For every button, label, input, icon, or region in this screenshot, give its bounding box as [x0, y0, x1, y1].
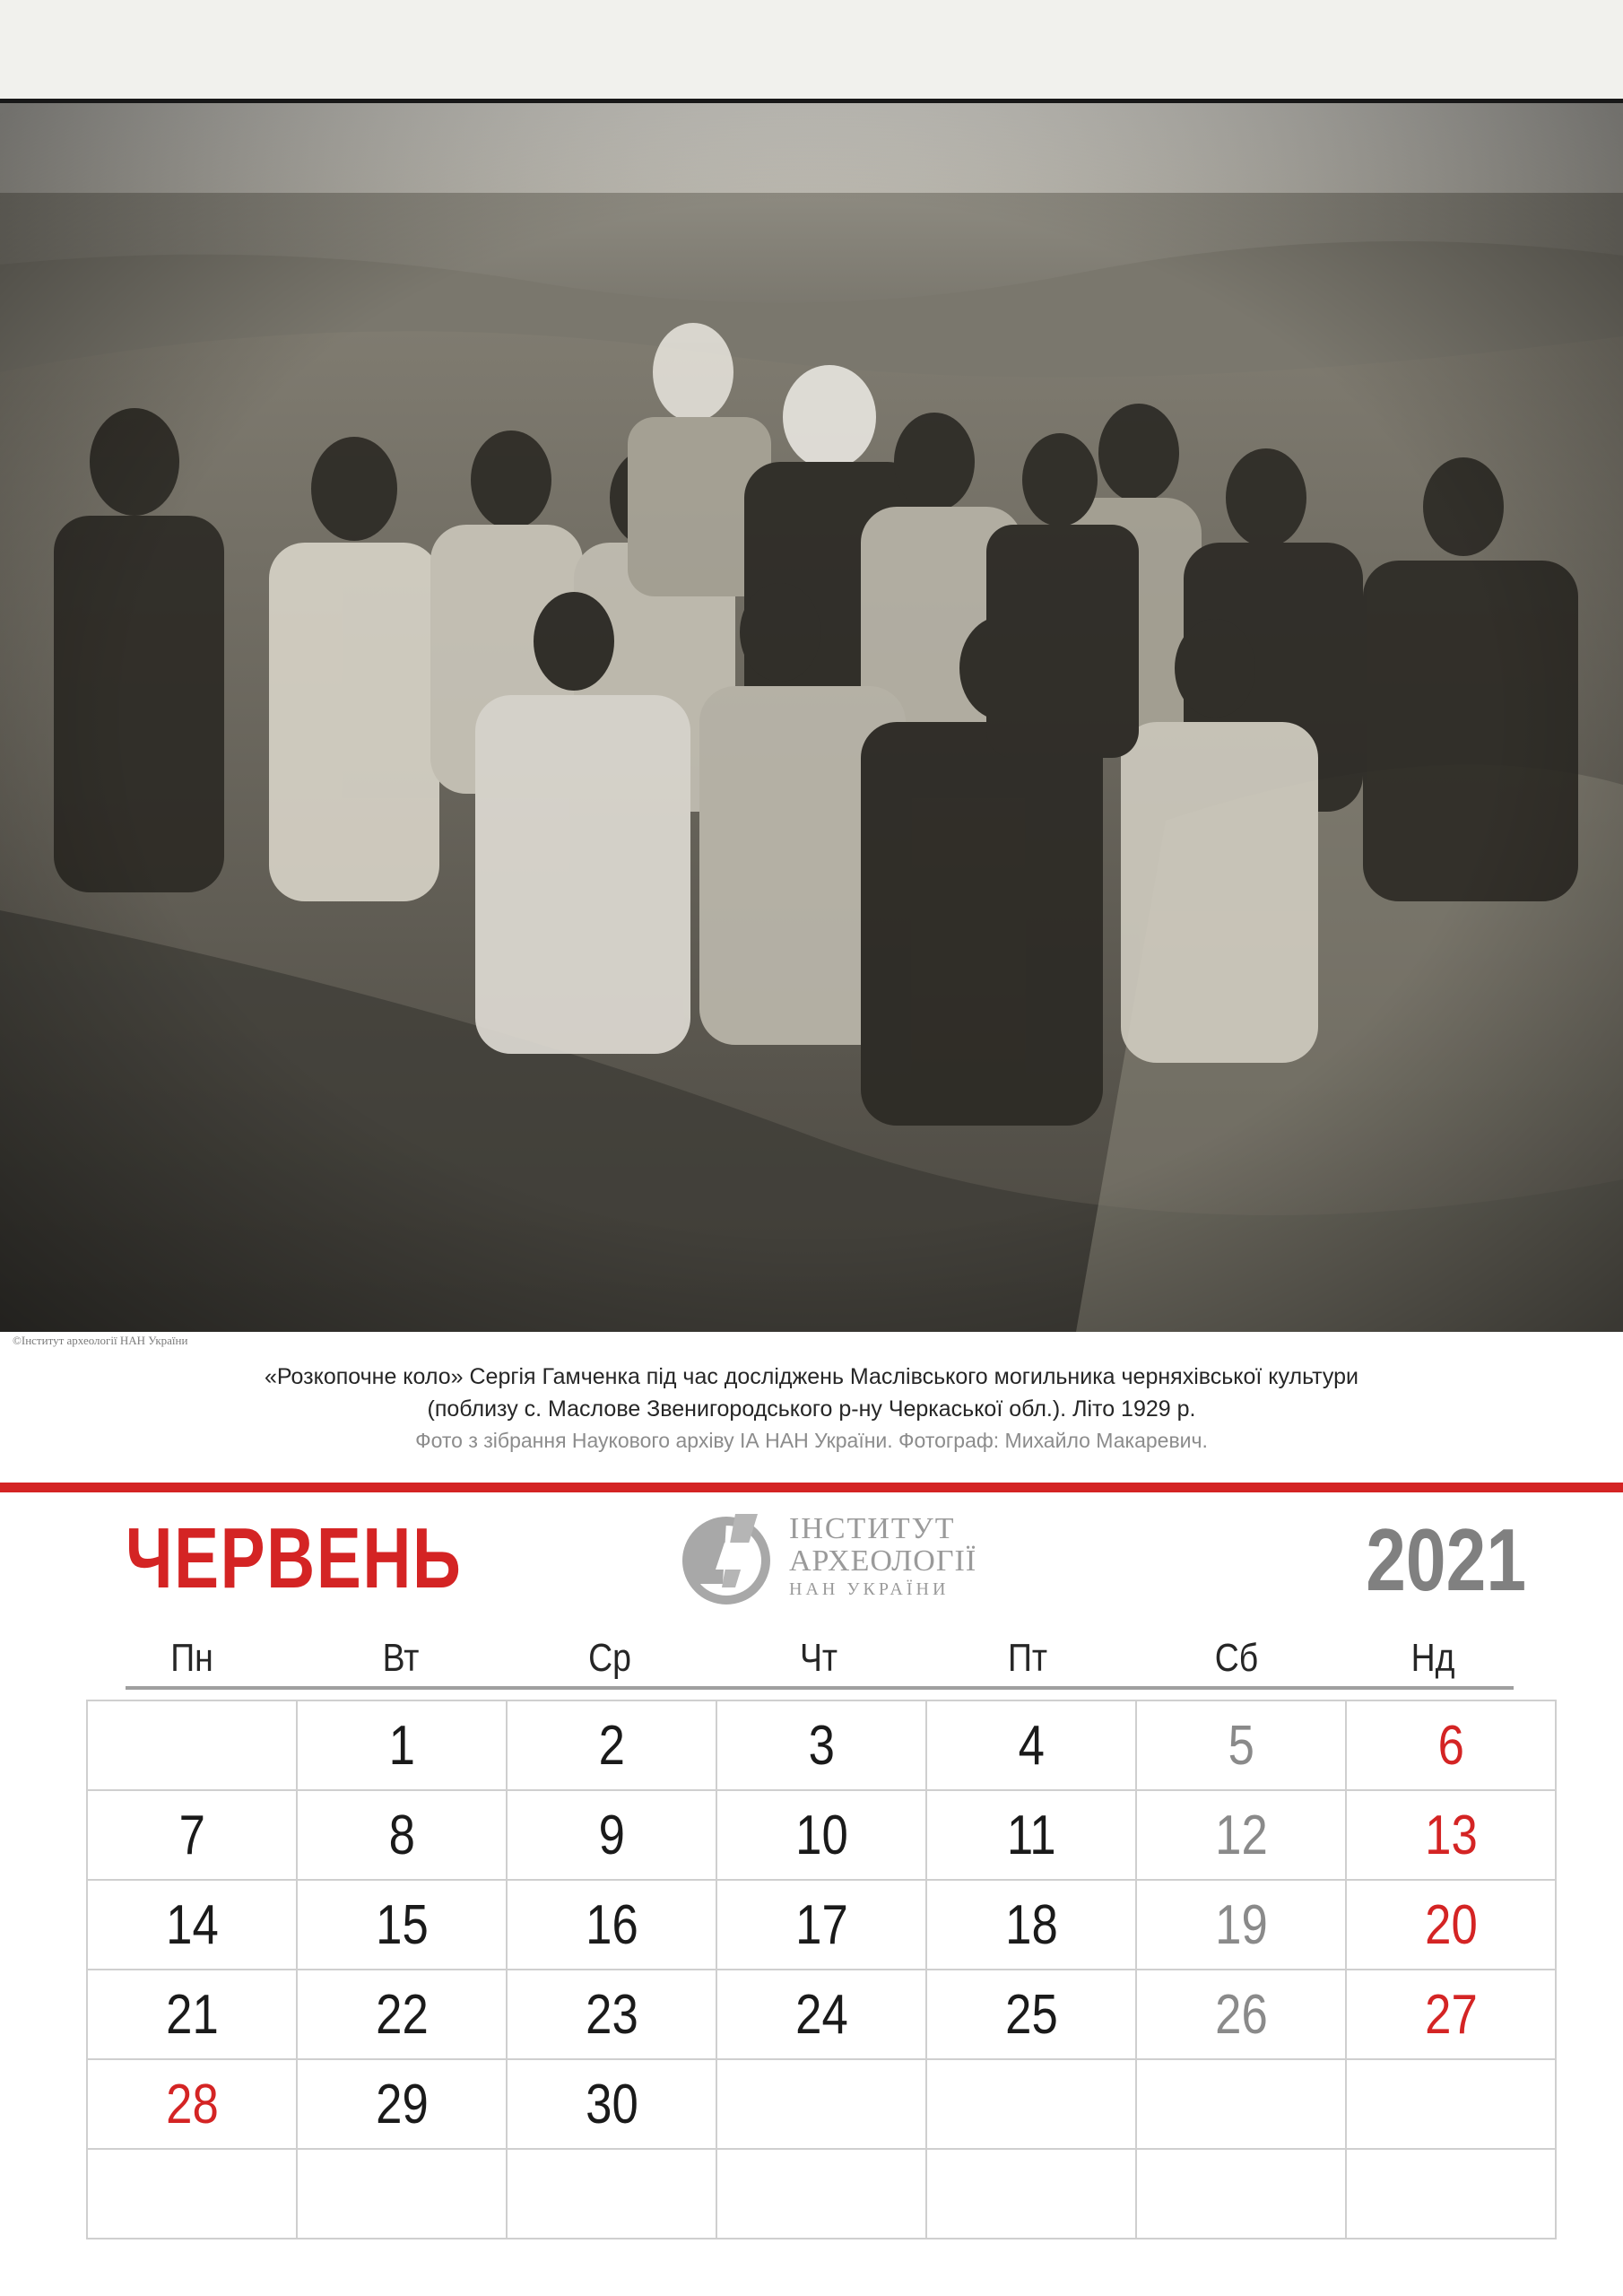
calendar-day-number: 13: [1424, 1804, 1478, 1866]
calendar-day-number: 12: [1214, 1804, 1268, 1866]
calendar-week-row: [87, 2059, 1556, 2149]
weekday-wed: Ср: [588, 1636, 631, 1680]
calendar-day-cell: [1346, 1700, 1556, 1790]
calendar-day-number: 5: [1228, 1714, 1254, 1777]
calendar-grid: [86, 1700, 1557, 2239]
calendar-day-cell: [926, 1700, 1136, 1790]
calendar-day-cell: [1346, 1880, 1556, 1970]
calendar-day-number: 17: [794, 1893, 848, 1956]
calendar-day-number: 28: [165, 2073, 219, 2135]
calendar-day-number: 10: [794, 1804, 848, 1866]
caption-line-1: «Розкопочне коло» Сергія Гамченка під час досліджень Маслівського могильника черняхівської культури: [265, 1364, 1358, 1389]
calendar-empty-cell: [1136, 2149, 1346, 2239]
calendar-day-cell: [297, 2059, 507, 2149]
calendar-day-number: 18: [1004, 1893, 1058, 1956]
calendar-day-number: 21: [165, 1983, 219, 2046]
calendar-week-row: [87, 1880, 1556, 1970]
calendar-day-number: 23: [585, 1983, 638, 2046]
weekday-fri: Пт: [1007, 1636, 1048, 1680]
calendar-day-number: 4: [1018, 1714, 1045, 1777]
calendar-empty-cell: [716, 2149, 926, 2239]
calendar-empty-cell: [926, 2059, 1136, 2149]
calendar-day-cell: [87, 1970, 297, 2059]
logo-text-line-3: НАН УКРАЇНИ: [789, 1579, 950, 1599]
calendar-day-cell: [716, 1970, 926, 2059]
calendar-empty-cell: [926, 2149, 1136, 2239]
calendar-day-cell: [926, 1970, 1136, 2059]
logo-text-line-1: ІНСТИТУТ: [789, 1512, 956, 1545]
month-title: ЧЕРВЕНЬ: [126, 1510, 463, 1606]
calendar-day-number: 3: [808, 1714, 835, 1777]
institute-logo: [673, 1507, 977, 1605]
weekday-sat: Сб: [1214, 1636, 1259, 1680]
institute-logo-icon: [673, 1507, 780, 1605]
calendar-empty-cell: [716, 2059, 926, 2149]
calendar-empty-cell: [297, 2149, 507, 2239]
weekday-underline: [126, 1686, 1514, 1690]
weekday-sun: Нд: [1410, 1636, 1455, 1680]
calendar-day-number: 19: [1214, 1893, 1268, 1956]
photo-credit-watermark: ©Інститут археології НАН України: [13, 1334, 188, 1347]
calendar-day-number: 30: [585, 2073, 638, 2135]
weekday-header-row: [126, 1636, 1514, 1686]
calendar-day-cell: [507, 1700, 716, 1790]
year-title: 2021: [1366, 1510, 1526, 1609]
calendar-day-cell: [716, 1880, 926, 1970]
calendar-day-number: 8: [388, 1804, 415, 1866]
calendar-empty-cell: [87, 1700, 297, 1790]
calendar-day-cell: [297, 1790, 507, 1880]
calendar-day-number: 22: [375, 1983, 429, 2046]
calendar-day-cell: [297, 1970, 507, 2059]
calendar-day-number: 6: [1437, 1714, 1464, 1777]
calendar-day-number: 1: [388, 1714, 415, 1777]
calendar-day-cell: [716, 1700, 926, 1790]
calendar-week-row: [87, 2149, 1556, 2239]
calendar-day-number: 16: [585, 1893, 638, 1956]
calendar-day-number: 20: [1424, 1893, 1478, 1956]
calendar-empty-cell: [1346, 2059, 1556, 2149]
calendar-day-cell: [1136, 1970, 1346, 2059]
calendar-day-cell: [1136, 1790, 1346, 1880]
calendar-empty-cell: [507, 2149, 716, 2239]
weekday-tue: Вт: [382, 1636, 420, 1680]
calendar-day-number: 2: [598, 1714, 625, 1777]
calendar-day-number: 14: [165, 1893, 219, 1956]
top-band: [0, 0, 1623, 99]
calendar-day-cell: [297, 1700, 507, 1790]
calendar-day-number: 29: [375, 2073, 429, 2135]
calendar-empty-cell: [1136, 2059, 1346, 2149]
calendar-day-cell: [507, 2059, 716, 2149]
calendar-day-number: 26: [1214, 1983, 1268, 2046]
archival-photo: [0, 99, 1623, 1332]
calendar-day-cell: [87, 1790, 297, 1880]
weekday-thu: Чт: [799, 1636, 838, 1680]
calendar-day-cell: [1136, 1880, 1346, 1970]
calendar-day-cell: [297, 1880, 507, 1970]
calendar-day-cell: [507, 1790, 716, 1880]
calendar-day-cell: [1346, 1790, 1556, 1880]
calendar-day-number: 25: [1004, 1983, 1058, 2046]
calendar-day-cell: [926, 1880, 1136, 1970]
calendar-day-number: 27: [1424, 1983, 1478, 2046]
calendar-day-cell: [507, 1880, 716, 1970]
caption-source: Фото з зібрання Наукового архіву ІА НАН України. Фотограф: Михайло Макаревич.: [415, 1429, 1208, 1452]
caption-line-2: (поблизу с. Маслове Звенигородського р-ну Черкаської обл.). Літо 1929 р.: [427, 1396, 1196, 1422]
calendar-week-row: [87, 1790, 1556, 1880]
calendar-day-cell: [507, 1970, 716, 2059]
calendar-day-cell: [716, 1790, 926, 1880]
calendar-day-cell: [1136, 1700, 1346, 1790]
calendar-week-row: [87, 1970, 1556, 2059]
calendar-empty-cell: [1346, 2149, 1556, 2239]
calendar-day-number: 9: [598, 1804, 625, 1866]
weekday-mon: Пн: [170, 1636, 213, 1680]
calendar-day-number: 11: [1006, 1804, 1056, 1866]
calendar-day-cell: [87, 1880, 297, 1970]
calendar-day-cell: [926, 1790, 1136, 1880]
calendar-day-number: 7: [178, 1804, 205, 1866]
calendar-day-cell: [1346, 1970, 1556, 2059]
calendar-day-cell: [87, 2059, 297, 2149]
calendar-day-number: 15: [375, 1893, 429, 1956]
logo-text-line-2: АРХЕОЛОГІЇ: [789, 1544, 977, 1578]
red-divider: [0, 1483, 1623, 1492]
calendar-week-row: [87, 1700, 1556, 1790]
calendar-empty-cell: [87, 2149, 297, 2239]
calendar-day-number: 24: [794, 1983, 848, 2046]
